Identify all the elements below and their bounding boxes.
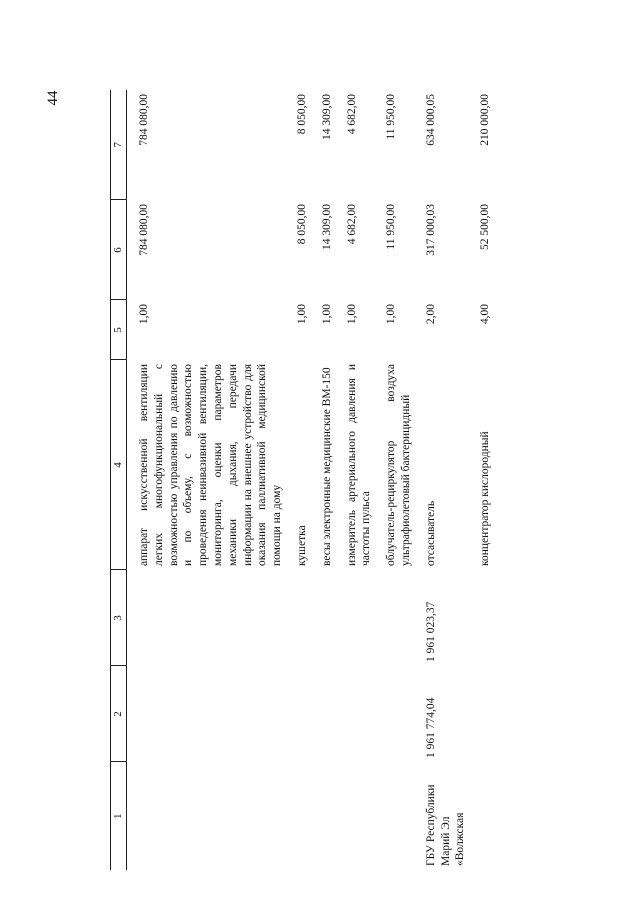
cell-col2 [320,666,335,762]
cell-quantity: 1,00 [295,304,308,325]
cell-col3 [320,570,335,666]
column-header-3: 3 [111,570,127,666]
cell-institution: ГБУ Республики Марий Эл «Волжская [424,784,467,866]
cell-total: 11 950,00 [385,94,398,140]
cell-unit-price: 317 000,03 [424,204,437,256]
column-header-5: 5 [111,300,127,360]
cell-unit-price: 8 050,00 [295,204,308,245]
cell-unit-price: 784 080,00 [138,204,150,256]
cell-col2 [478,666,493,762]
table-row [320,90,335,870]
cell-total: 8 050,00 [295,94,308,135]
cell-equipment-name: отсасыватель [424,500,437,566]
cell-institution [345,762,375,870]
table-row [424,90,468,870]
cell-quantity: 4,00 [479,304,492,325]
cell-col3 [384,570,414,666]
cell-col3 [137,570,285,666]
table-row [478,90,493,870]
cell-total: 784 080,00 [138,94,150,146]
cell-total: 4 682,00 [345,94,358,135]
cell-total: 210 000,00 [479,94,492,146]
cell-col3 [295,570,310,666]
cell-quantity: 1,00 [345,304,358,325]
cell-col2 [137,666,285,762]
column-header-4: 4 [111,360,127,570]
cell-total: 14 309,00 [320,94,333,140]
rotated-table-container [110,90,580,870]
cell-col2 [295,666,310,762]
column-header-2: 2 [111,666,127,762]
cell-equipment-name: аппарат искусственной вентиляции легких многофункциональный с возможностью управления по давлению и по объему, с возможностью проведения неинвазивной вентиляции, мониторинга, оценки параметров механики дыхания, передачи информации на внешнее устройство для оказания паллиативной медицинской помощи на дому [138,364,284,566]
table-row [384,90,414,870]
cell-unit-price: 11 950,00 [385,204,398,250]
cell-unit-price: 4 682,00 [345,204,358,245]
column-header-1: 1 [111,762,127,870]
cell-institution [384,762,414,870]
cell-col2: 1 961 774,04 [424,697,437,758]
cell-total: 634 000,05 [424,94,437,146]
cell-equipment-name: измеритель артериального давления и частоты пульса [345,364,373,566]
cell-col3: 1 961 023,37 [424,601,437,662]
cell-quantity: 1,00 [138,304,150,325]
cell-institution [478,762,493,870]
page-number: 44 [45,90,61,106]
cell-quantity: 2,00 [424,304,437,325]
cell-equipment-name: кушетка [295,525,308,566]
cell-equipment-name: облучатель-рециркулятор воздуха ультрафиолетовый бактерицидный [385,364,412,566]
header-row [111,90,127,870]
cell-institution [295,762,310,870]
cell-institution [137,762,285,870]
cell-col2 [345,666,375,762]
cell-col3 [478,570,493,666]
table-row [295,90,310,870]
cell-col2 [384,666,414,762]
column-header-7: 7 [111,90,127,200]
cell-unit-price: 52 500,00 [479,204,492,250]
table-row [137,90,285,870]
cell-quantity: 1,00 [385,304,398,325]
equipment-table [110,90,493,870]
cell-col3 [345,570,375,666]
cell-institution [320,762,335,870]
table-row [345,90,375,870]
cell-unit-price: 14 309,00 [320,204,333,250]
column-header-6: 6 [111,200,127,300]
cell-equipment-name: весы электронные медицинские ВМ-150 [320,367,333,566]
cell-quantity: 1,00 [320,304,333,325]
cell-equipment-name: концентратор кислородный [479,431,492,566]
